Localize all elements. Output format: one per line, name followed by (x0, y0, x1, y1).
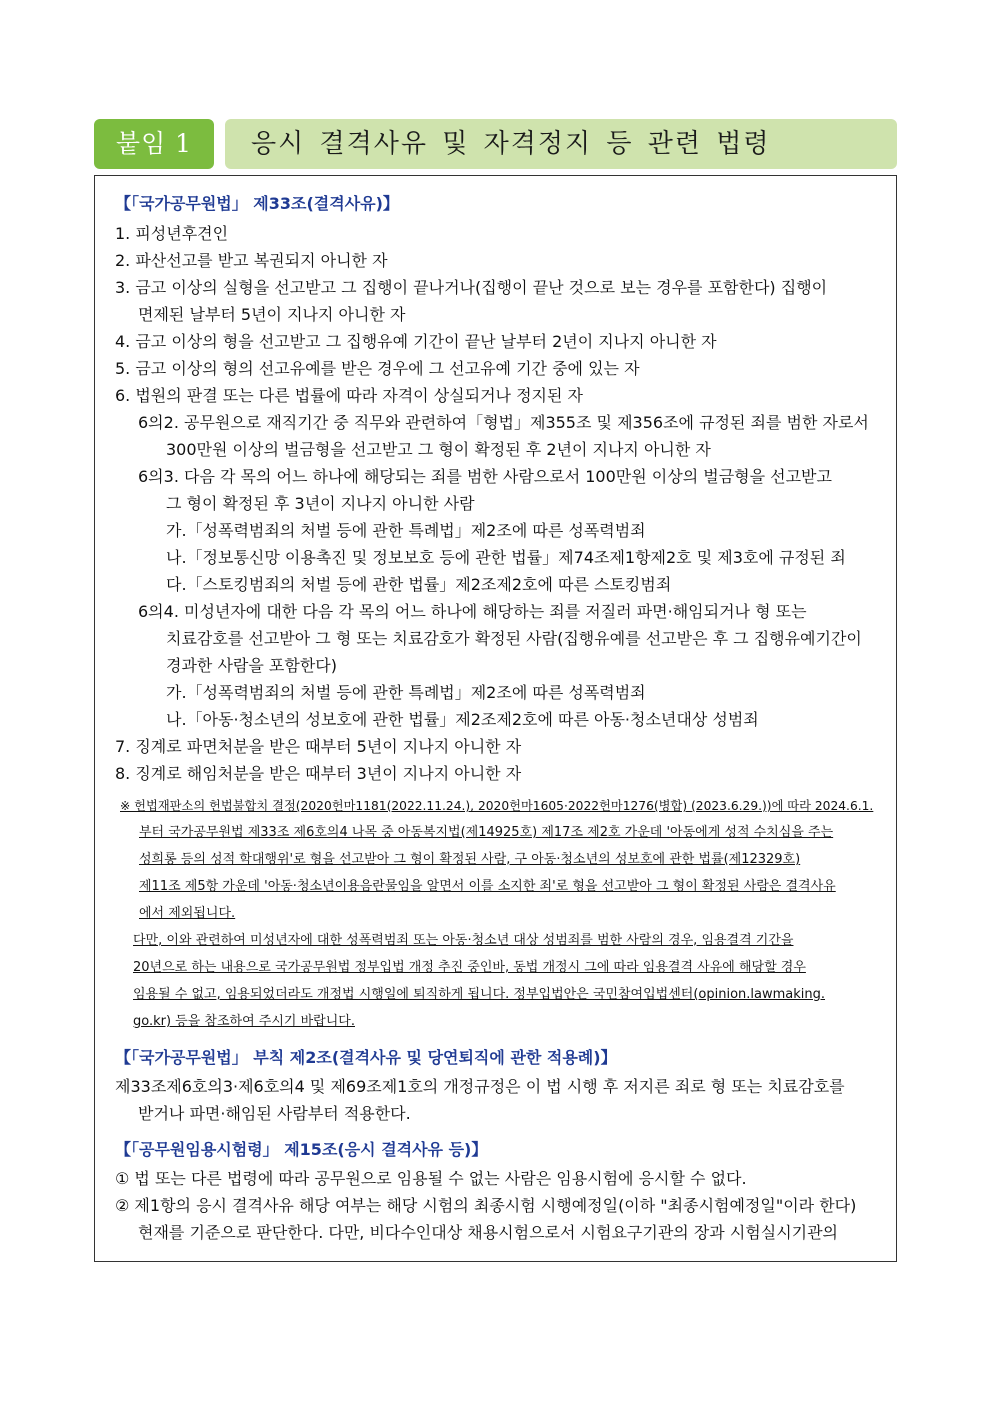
list-item: 3. 금고 이상의 실형을 선고받고 그 집행이 끝나거나(집행이 끝난 것으로 보는 경우를 포함한다) 집행이 (115, 278, 828, 297)
list-item-continuation: 면제된 날부터 5년이 지나지 아니한 자 (138, 305, 406, 324)
paragraph-line: ① 법 또는 다른 법령에 따라 공무원으로 임용될 수 없는 사람은 임용시험에 응시할 수 없다. (115, 1169, 747, 1188)
title-bar (225, 119, 897, 169)
section-heading-exam-decree: 【「공무원임용시험령」 제15조(응시 결격사유 등)】 (115, 1140, 488, 1159)
list-item: 1. 피성년후견인 (115, 224, 229, 243)
list-item: 2. 파산선고를 받고 복권되지 아니한 자 (115, 251, 388, 270)
list-item-continuation: 300만원 이상의 벌금형을 선고받고 그 형이 확정된 후 2년이 지나지 아니한 자 (166, 440, 711, 459)
note-line: 임용될 수 없고, 임용되었더라도 개정법 시행일에 퇴직하게 됩니다. 정부입법안은 국민참여입법센터(opinion.lawmaking. (133, 987, 826, 1002)
note-line: 다만, 이와 관련하여 미성년자에 대한 성폭력범죄 또는 아동·청소년 대상 성범죄를 범한 사람의 경우, 임용결격 기간을 (133, 933, 794, 948)
list-item: 6의2. 공무원으로 재직기간 중 직무와 관련하여「형법」제355조 및 제356조에 규정된 죄를 범한 자로서 (138, 413, 869, 432)
list-item: 6의3. 다음 각 목의 어느 하나에 해당되는 죄를 범한 사람으로서 100만원 이상의 벌금형을 선고받고 (138, 467, 832, 486)
paragraph-line: 현재를 기준으로 판단한다. 다만, 비다수인대상 채용시험으로서 시험요구기관의 장과 시험실시기관의 (138, 1223, 839, 1242)
list-item: 7. 징계로 파면처분을 받은 때부터 5년이 지나지 아니한 자 (115, 737, 522, 756)
list-item-continuation: 치료감호를 선고받아 그 형 또는 치료감호가 확정된 사람(집행유예를 선고받은 후 그 집행유예기간이 (166, 629, 862, 648)
note-line: ※ 헌법재판소의 헌법불합치 결정(2020헌마1181(2022.11.24.), 2020헌마1605·2022헌마1276(병합) (2023.6.29.))에 따라 2024.6.1. (120, 799, 874, 813)
section-heading-article33: 【「국가공무원법」 제33조(결격사유)】 (115, 194, 399, 213)
list-item: 6. 법원의 판결 또는 다른 법률에 따라 자격이 상실되거나 정지된 자 (115, 386, 583, 405)
note-line: 20년으로 하는 내용으로 국가공무원법 정부입법 개정 추진 중인바, 동법 개정시 그에 따라 임용결격 사유에 해당할 경우 (133, 960, 806, 975)
list-item-continuation: 그 형이 확정된 후 3년이 지나지 아니한 사람 (166, 494, 475, 513)
attachment-tag: 붙임 1 (94, 119, 214, 169)
page-title: 응시 결격사유 및 자격정지 등 관련 법령 (251, 129, 771, 159)
sub-item: 나.「아동·청소년의 성보호에 관한 법률」제2조제2호에 따른 아동·청소년대상 성범죄 (166, 710, 759, 729)
note-line: 에서 제외됩니다. (139, 906, 236, 921)
paragraph-line: 제33조제6호의3·제6호의4 및 제69조제1호의 개정규정은 이 법 시행 후 저지른 죄로 형 또는 치료감호를 (115, 1077, 845, 1096)
sub-item: 나.「정보통신망 이용촉진 및 정보보호 등에 관한 법률」제74조제1항제2호 및 제3호에 규정된 죄 (166, 548, 846, 567)
paragraph-line: 받거나 파면·해임된 사람부터 적용한다. (138, 1104, 411, 1123)
list-item-continuation: 경과한 사람을 포함한다) (166, 656, 337, 675)
paragraph-line: ② 제1항의 응시 결격사유 해당 여부는 해당 시험의 최종시험 시행예정일(이하 "최종시험예정일"이라 한다) (115, 1196, 857, 1215)
list-item: 8. 징계로 해임처분을 받은 때부터 3년이 지나지 아니한 자 (115, 764, 522, 783)
sub-item: 가.「성폭력범죄의 처벌 등에 관한 특례법」제2조에 따른 성폭력범죄 (166, 683, 646, 702)
list-item: 4. 금고 이상의 형을 선고받고 그 집행유예 기간이 끝난 날부터 2년이 지나지 아니한 자 (115, 332, 717, 351)
note-line: 부터 국가공무원법 제33조 제6호의4 나목 중 아동복지법(제14925호) 제17조 제2호 가운데 '아동에게 성적 수치심을 주는 (139, 825, 834, 840)
sub-item: 다.「스토킹범죄의 처벌 등에 관한 법률」제2조제2호에 따른 스토킹범죄 (166, 575, 672, 594)
note-line: 제11조 제5항 가운데 '아동·청소년이용음란물임을 알면서 이를 소지한 죄'로 형을 선고받아 그 형이 확정된 사람은 결격사유 (139, 879, 836, 894)
list-item: 6의4. 미성년자에 대한 다음 각 목의 어느 하나에 해당하는 죄를 저질러 파면·해임되거나 형 또는 (138, 602, 807, 621)
note-line: go.kr) 등을 참조하여 주시기 바랍니다. (133, 1014, 355, 1029)
page-header (94, 119, 897, 169)
sub-item: 가.「성폭력범죄의 처벌 등에 관한 특례법」제2조에 따른 성폭력범죄 (166, 521, 646, 540)
note-line: 성희롱 등의 성적 학대행위'로 형을 선고받아 그 형이 확정된 사람, 구 아동·청소년의 성보호에 관한 법률(제12329호) (139, 852, 801, 867)
section-heading-addenda: 【「국가공무원법」 부칙 제2조(결격사유 및 당연퇴직에 관한 적용례)】 (115, 1048, 617, 1067)
law-content-box (94, 175, 897, 1262)
list-item: 5. 금고 이상의 형의 선고유예를 받은 경우에 그 선고유예 기간 중에 있는 자 (115, 359, 640, 378)
